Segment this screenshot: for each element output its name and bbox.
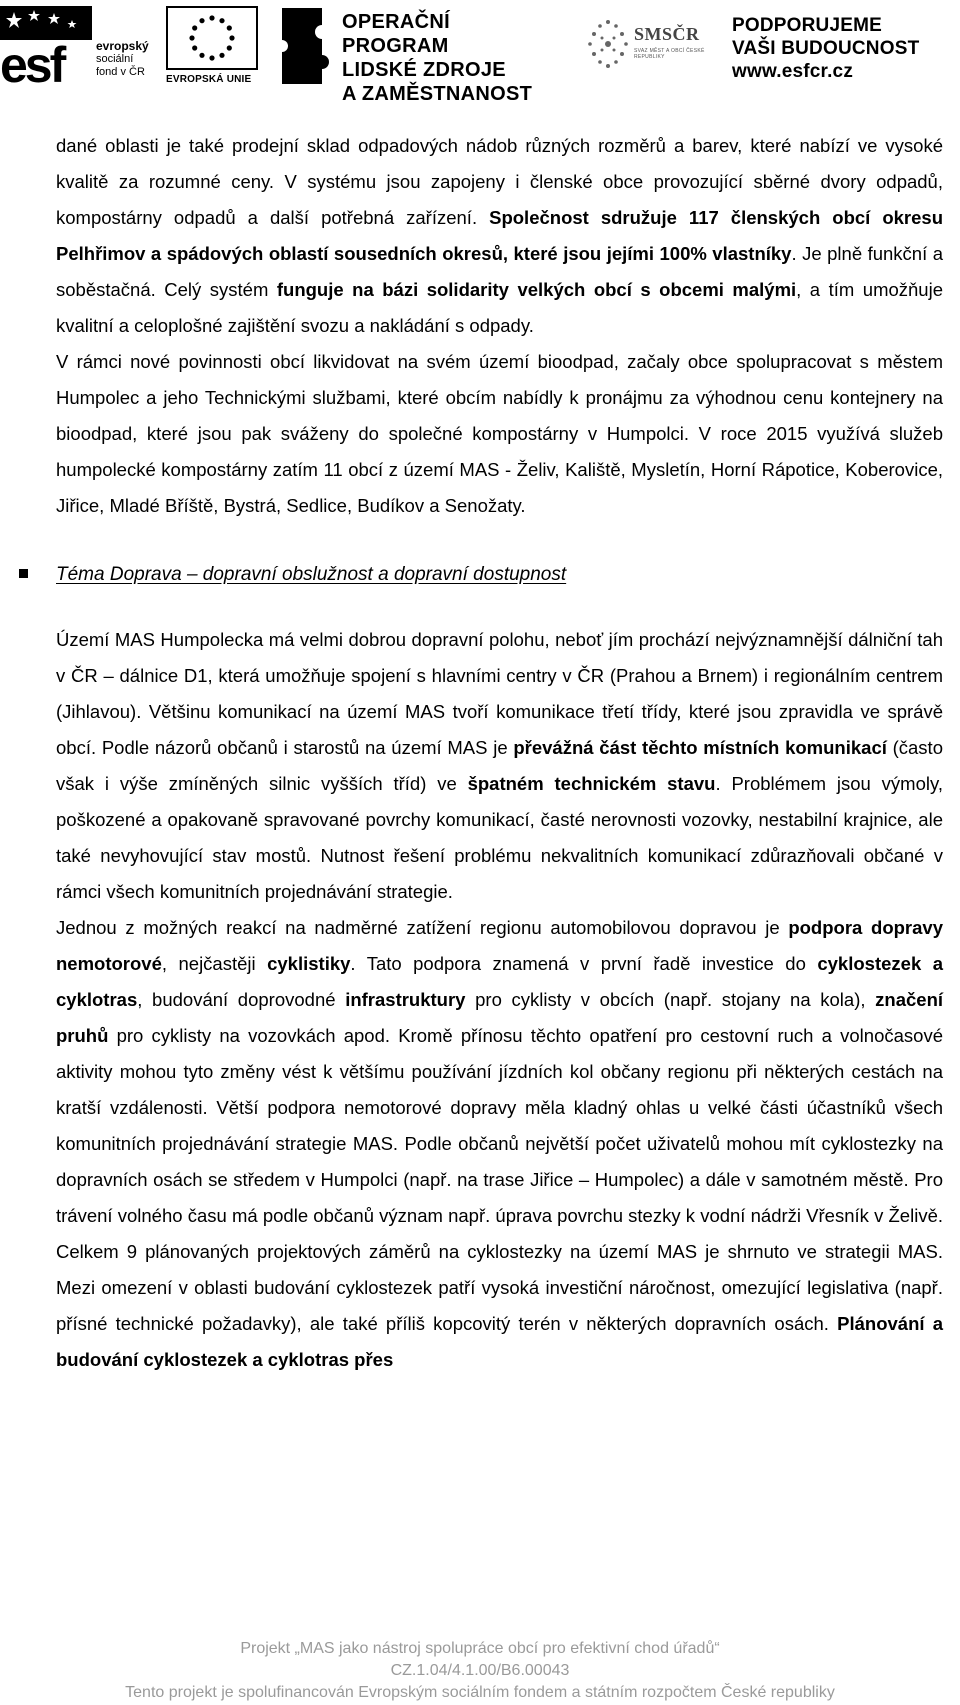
op-puzzle-icon [280,6,330,86]
esf-line-2: sociální [96,53,134,65]
op-line-2: LIDSKÉ ZDROJE [342,59,506,81]
eu-stars-icon [168,8,256,68]
square-bullet-icon [19,569,28,578]
footer-project-code: CZ.1.04/4.1.00/B6.00043 [390,1662,570,1679]
support-slogan [732,14,958,83]
op-title [342,10,562,106]
paragraph-biowaste: V rámci nové povinnosti obcí likvidovat na svém území bioodpad, začaly obce spolupracovat s městem Humpolec a jeho Technickými službami, které obcím nabídly k pronájmu za výhodnou cenu kontejnery na bioodpad, které jsou pak sváženy do společné kompostárny v Humpolci. V roce 2015 využívá služeb humpolecké kompostárny zatím 11 obcí z území MAS - Želiv, Kaliště, Mysletín, Horní Rápotice, Koberovice, Jiřice, Mladé Bříště, Bystrá, Sedlice, Budíkov a Senožaty. [56,351,943,516]
smscr-subtitle: SVAZ MĚST A OBCÍ ČESKÉ REPUBLIKY [634,48,705,60]
esf-line-1: evropský [96,39,149,53]
eu-caption: EVROPSKÁ UNIE [166,74,252,85]
paragraph-waste-company: dané oblasti je také prodejní sklad odpadových nádob různých rozměrů a barev, které nabízí ve vysoké kvalitě za rozumné ceny. V systému jsou zapojeny i členské obce provozující sběrné dvory odpadů, kompostárny odpadů a další potřebná zařízení. Společnost sdružuje 117 členských obcí okresu Pelhřimov a spádových oblastí sousedních okresů, které jsou jejími 100% vlastníky. Je plně funkční a soběstačná. Celý systém funguje na bázi solidarity velkých obcí s obcemi malými, a tím umožňuje kvalitní a celoplošné zajištění svozu a nakládání s odpady. [56,135,944,336]
paragraph-cycling: Jednou z možných reakcí na nadměrné zatížení regionu automobilovou dopravou je podpora dopravy nemotorové, nejčastěji cyklistiky. Tato podpora znamená v první řadě investice do cyklostezek a cyklotras, budování doprovodné infrastruktury pro cyklisty v obcích (např. stojany na kola), značení pruhů pro cyklisty na vozovkách apod. Kromě přínosu těchto opatření pro cestovní ruch a volnočasové aktivity mohou tyto změny vést k většímu používání jízdních kol občany regionu při některých cestách na kratší vzdálenosti. Větší podpora nemotorové dopravy měla kladný ohlas u velké části účastníků všech komunitních projednávání strategie MAS. Podle občanů největší počet uživatelů mohou mít cyklostezky na dopravních osách se středem v Humpolci (např. na trase Jiřice – Humpolec) a dále v samotném městě. Pro trávení volného času má podle občanů význam např. úprava povrchu stezky k vodní nádrži Vřesník v Želivě. Celkem 9 plánovaných projektových záměrů na cyklostezky na území MAS je shrnuto ve strategii MAS. Mezi omezení v oblasti budování cyklostezek patří vysoká investiční náročnost, omezující legislativa (např. přísné technické požadavky), ale také příliš kopcovitý terén v některých dopravních osách. Plánování a budování cyklostezek a cyklotras přes [56,917,944,1370]
support-line-1: PODPORUJEME [732,15,883,36]
esf-logo [0,6,92,86]
smscr-dots-icon [584,16,632,76]
op-line-1: OPERAČNÍ PROGRAM [342,11,450,57]
esf-line-3: fond v ČR [96,66,145,78]
document-body [56,128,943,1378]
footer-project-name: Projekt „MAS jako nástroj spolupráce obcí pro efektivní chod úřadů“ [240,1640,720,1657]
smscr-logo [584,14,712,80]
section-heading: Téma Doprava – dopravní obslužnost a dopravní dostupnost [56,564,567,585]
svg-text:esf: esf [0,37,64,86]
logo-header [0,0,960,105]
page-footer [0,1638,960,1704]
eu-logo [166,6,260,88]
support-line-2: VAŠI BUDOUCNOST [732,38,920,59]
support-url: www.esfcr.cz [732,61,854,82]
paragraph-transport: Území MAS Humpolecka má velmi dobrou dopravní polohu, neboť jím prochází nejvýznamnější dálniční tah v ČR – dálnice D1, která umožňuje spojení s hlavními centry v ČR (Prahou a Brnem) i regionálním centrem (Jihlavou). Většinu komunikací na území MAS tvoří komunikace třetí třídy, které jsou zpravidla ve správě obcí. Podle názorů občanů i starostů na území MAS je převážná část těchto místních komunikací (často však i výše zmíněných silnic vyšších tříd) ve špatném technickém stavu. Problémem jsou výmoly, poškozené a opakovaně spravované povrchy komunikací, časté nerovnosti vozovky, nestabilní krajnice, ale také nevyhovující stav mostů. Nutnost řešení problému nekvalitních komunikací zdůrazňovali občané v rámci všech komunitních projednávání strategie. [56,629,943,902]
eu-flag-frame [166,6,258,70]
esf-logo-caption [96,40,166,79]
footer-funding-note: Tento projekt je spolufinancován Evropským sociálním fondem a státním rozpočtem České republiky [125,1684,835,1701]
op-line-3: A ZAMĚSTNANOST [342,83,533,105]
smscr-title: SMSČR [634,24,700,44]
section-heading-row [56,556,943,592]
esf-logo-graphic [0,6,92,86]
